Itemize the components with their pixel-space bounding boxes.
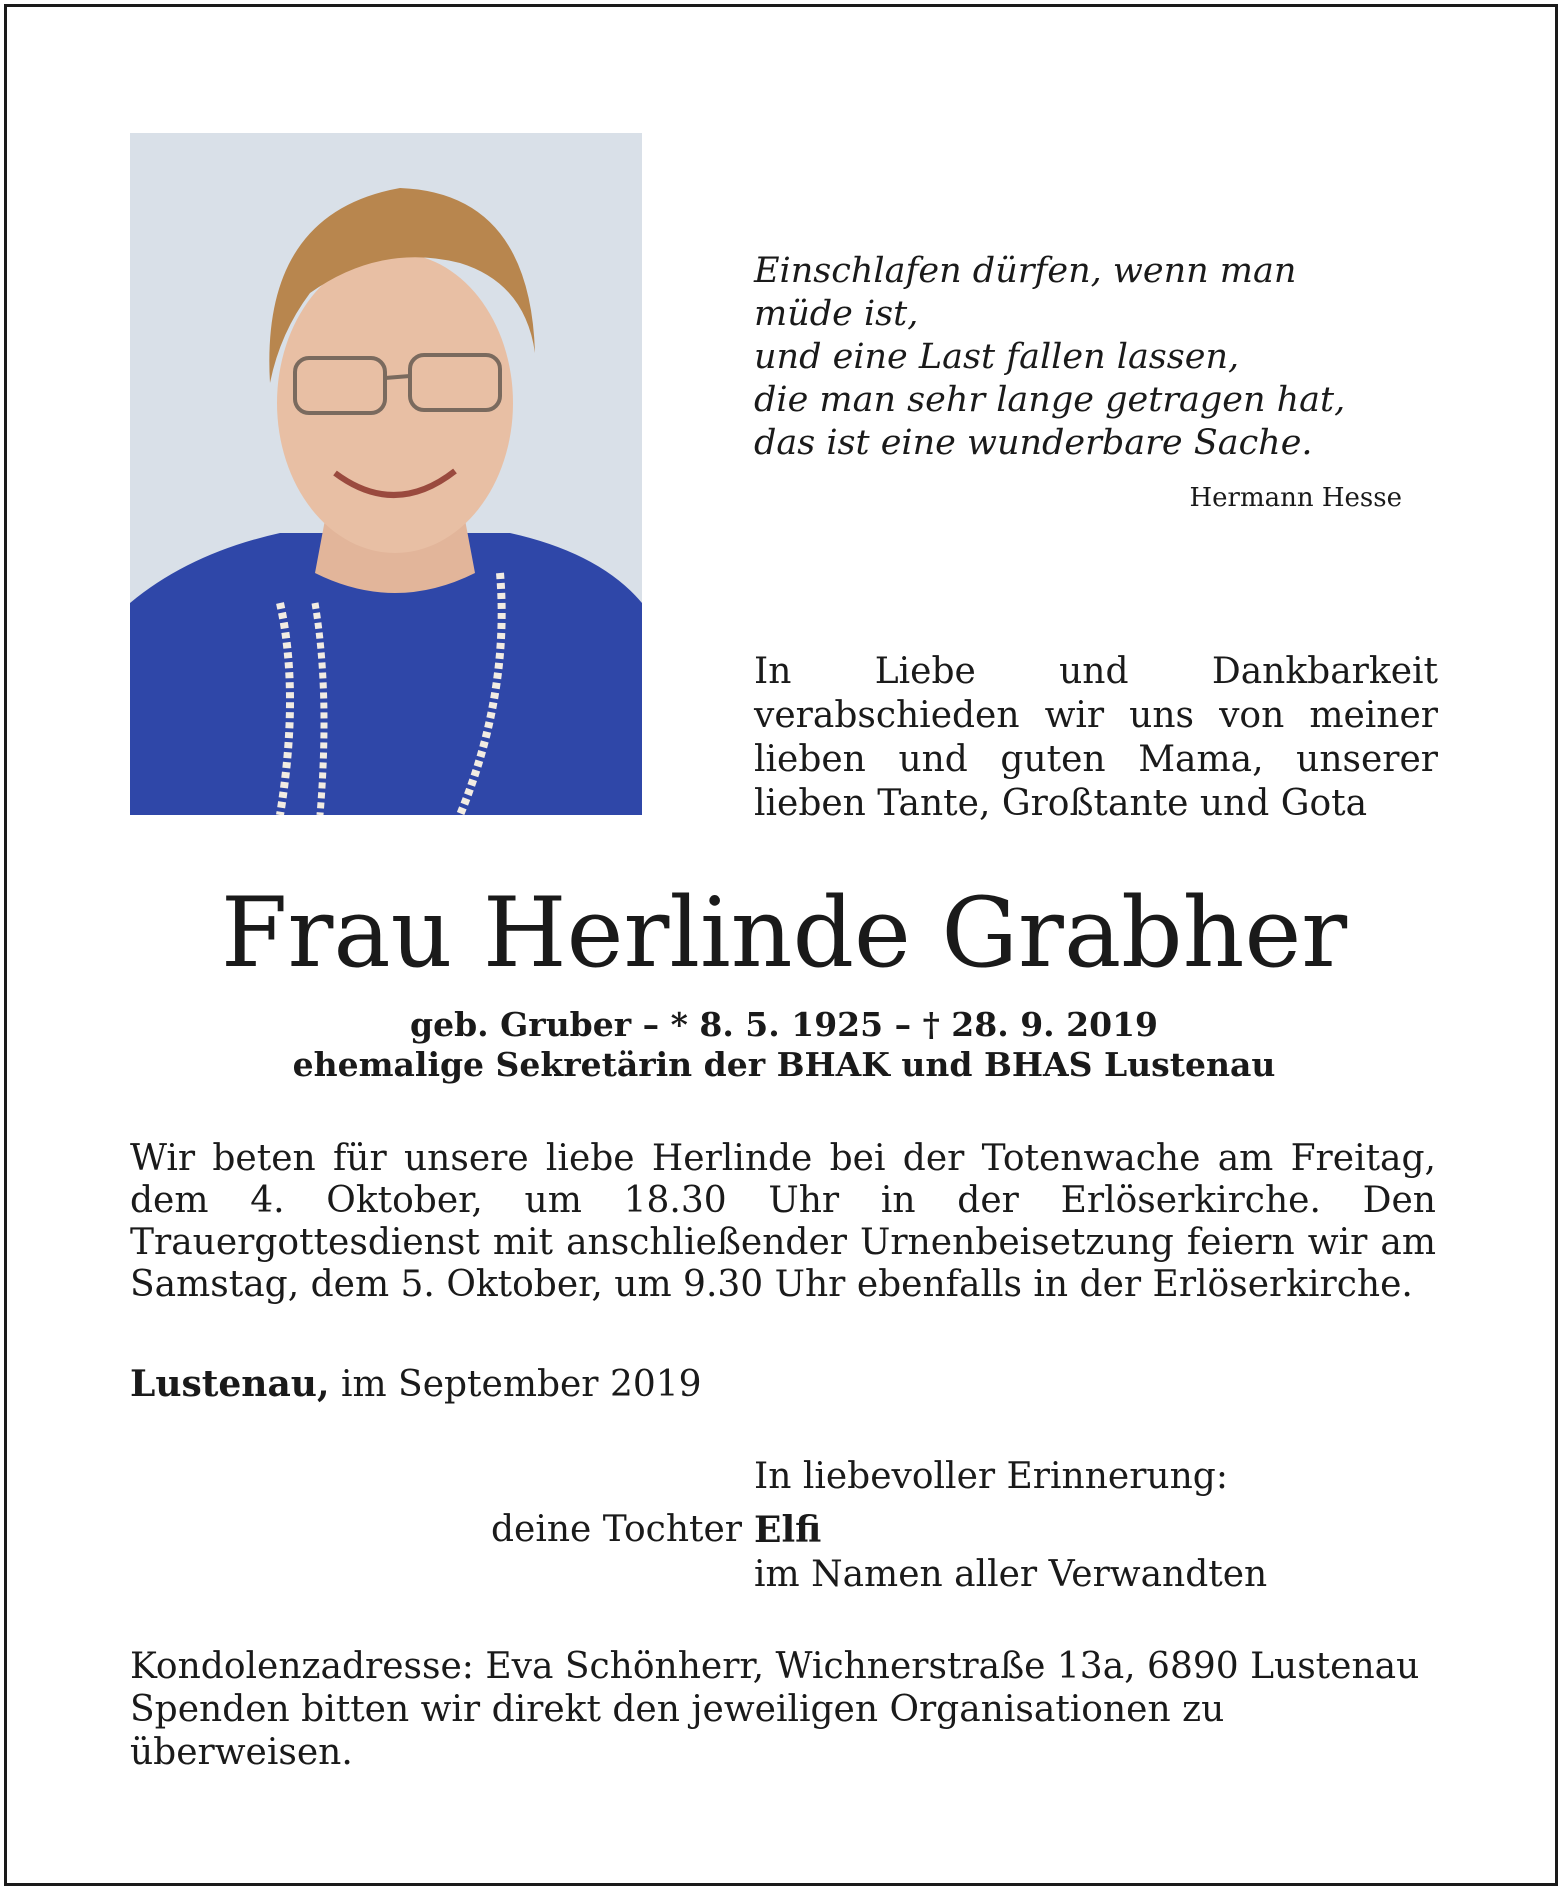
place-date-text: im September 2019 bbox=[329, 1364, 702, 1405]
signer-name: Elfi bbox=[754, 1509, 822, 1551]
quote-line: die man sehr lange getragen hat, bbox=[754, 380, 1346, 420]
signer-label: deine Tochter bbox=[490, 1509, 742, 1550]
place-date bbox=[130, 1362, 702, 1407]
deceased-name: Frau Herlinde Grabher bbox=[220, 877, 1348, 989]
portrait-illustration bbox=[130, 133, 642, 815]
birth-death-line: geb. Gruber – * 8. 5. 1925 – † 28. 9. 2019 bbox=[410, 1005, 1158, 1044]
subtitle bbox=[0, 1005, 1568, 1085]
role-line: ehemalige Sekretärin der BHAK und BHAS Lustenau bbox=[292, 1045, 1276, 1084]
quote-author: Hermann Hesse bbox=[1189, 483, 1402, 513]
hesse-quote bbox=[754, 250, 1404, 520]
footer bbox=[130, 1645, 1450, 1774]
quote-line: und eine Last fallen lassen, bbox=[754, 337, 1240, 377]
donation-note: Spenden bitten wir direkt den jeweiligen Organisationen zu überweisen. bbox=[130, 1689, 1225, 1773]
intro-text: In Liebe und Dankbarkeit verabschieden wir uns von meiner lieben und guten Mama, unserer lieben Tante, Großtante und Gota bbox=[754, 651, 1438, 824]
signer-others: im Namen aller Verwandten bbox=[754, 1554, 1268, 1595]
portrait-photo bbox=[130, 133, 642, 815]
service-announcement: Wir beten für unsere liebe Herlinde bei der Totenwache am Freitag, dem 4. Oktober, um 18.30 Uhr in der Erlöserkirche. Den Trauergottesdienst mit anschließender Urnenbeisetzung feiern wir am Samstag, dem 5. Oktober, um 9.30 Uhr ebenfalls in der Erlöserkirche. bbox=[130, 1138, 1436, 1305]
memory-heading: In liebevoller Erinnerung: bbox=[754, 1456, 1228, 1497]
place-city: Lustenau, bbox=[130, 1363, 330, 1405]
quote-line: Einschlafen dürfen, wenn man müde ist, bbox=[754, 251, 1297, 334]
signers bbox=[754, 1508, 1267, 1597]
condolence-address: Kondolenzadresse: Eva Schönherr, Wichnerstraße 13a, 6890 Lustenau bbox=[130, 1646, 1420, 1687]
quote-line: das ist eine wunderbare Sache. bbox=[754, 423, 1313, 463]
